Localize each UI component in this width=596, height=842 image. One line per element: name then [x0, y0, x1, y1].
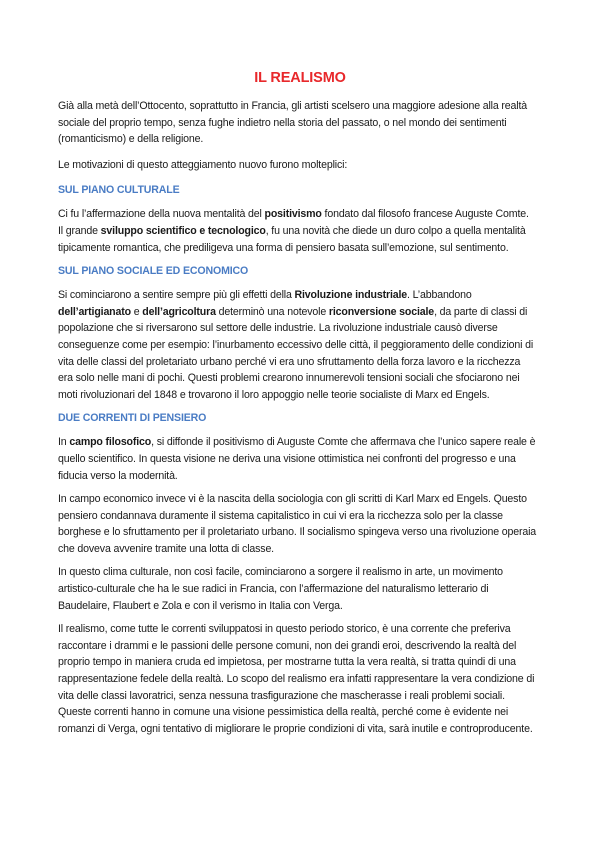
section-cultural [58, 182, 536, 256]
section-paragraph [58, 434, 536, 484]
text-run: In campo economico invece vi è la nascita della sociologia con gli scritti di Karl Marx ed Engels. Questo pensiero condannava duramente il sistema capitalistico in cui vi era la ricchezza solo per la classe borghese e lo sfruttamento per il proletariato urbano. Il socialismo spingeva verso una rivoluzione operaia che doveva avvenire tramite una lotta di classe. [58, 493, 537, 555]
section-two-currents [58, 410, 536, 737]
section-social-economic [58, 263, 536, 403]
bold-term: dell’agricoltura [142, 305, 216, 318]
text-run: In questo clima culturale, non così facile, cominciarono a sorgere il realismo in arte, un movimento artistico-culturale che ha le sue radici in Francia, con l’affermazione del naturalismo letterario di Baudelaire, Flaubert e Zola e con il verismo in Italia con Verga. [58, 566, 503, 612]
text-run: . L’abbandono [407, 289, 472, 302]
bold-term: riconversione sociale [328, 305, 435, 318]
bold-term: sviluppo scientifico e tecnologico [100, 224, 266, 237]
text-run: , si diffonde il positivismo di Auguste Comte che affermava che l’unico sapere reale è quello scientifico. In questa visione ne deriva una visione ottimistica nei confronti del progresso e una fiducia verso la modernità. [58, 436, 536, 482]
text-run: determinò una notevole [215, 305, 329, 318]
text-run: In [58, 436, 70, 449]
section-paragraph [58, 206, 536, 256]
bold-term: positivismo [264, 208, 322, 221]
text-run: , da parte di classi di popolazione che si riversarono sul settore delle industrie. La rivoluzione industriale causò diverse conseguenze come per esempio: l’inurbamento eccessivo delle città, il peggioramento delle condizioni di vita delle classi del proletariato urbano perché vi era uno sfruttamento della forza lavoro e la ricchezza era solo nelle mani di pochi. Questi problemi crearono innumerevoli tensioni sociali che sfociarono nei moti rivoluzionari del 1848 e trovarono il loro appoggio nelle teorie socialiste di Marx ed Engels. [58, 305, 534, 401]
text-run: fondato dal filosofo francese Auguste Comte. Il grande [58, 208, 529, 237]
section-paragraph [58, 621, 536, 737]
intro-paragraph-1: Già alla metà dell’Ottocento, soprattutto in Francia, gli artisti scelsero una maggiore adesione alla realtà sociale del proprio tempo, senza fughe indietro nella storia del passato, o nel mondo dei sentimenti (romanticismo) e della religione. [58, 100, 528, 146]
text-run: Il realismo, come tutte le correnti sviluppatosi in questo periodo storico, è una corrente che preferiva raccontare i drammi e le passioni delle persone comuni, non dei grandi eroi, descrivendo la realtà del proprio tempo in maniera cruda ed impietosa, per mostrarne tutta la vera realtà, si tratta quindi di una rappresentazione fedele della realtà. Lo scopo del realismo era infatti rappresentare la vera condizione di vita delle classi lavoratrici, senza nessuna trasfigurazione che mascherasse i reali problemi sociali. Queste correnti hanno in comune una visione pessimistica della realtà, perché come è evidente nei romanzi di Verga, ogni tentativo di migliorare le proprie condizioni di vita, sarà inutile e controproducente. [58, 623, 535, 735]
page-title: IL REALISMO [254, 70, 346, 86]
text-run: Ci fu l’affermazione della nuova mentalità del [58, 208, 265, 221]
section-paragraph [58, 287, 536, 403]
bold-term: Rivoluzione industriale [294, 289, 408, 302]
section-paragraph [58, 564, 536, 614]
section-heading-social-economic: SUL PIANO SOCIALE ED ECONOMICO [58, 265, 249, 278]
intro-paragraph-2: Le motivazioni di questo atteggiamento nuovo furono molteplici: [58, 158, 348, 171]
section-heading-two-currents: DUE CORRENTI DI PENSIERO [58, 412, 207, 425]
bold-term: campo filosofico [69, 436, 152, 449]
section-heading-cultural: SUL PIANO CULTURALE [58, 184, 180, 197]
text-run: e [130, 305, 143, 318]
text-run: , fu una novità che diede un duro colpo a quella mentalità tipicamente romantica, che prediligeva una forma di pensiero basata sull’emozione, sul sentimento. [58, 224, 526, 254]
bold-term: dell’artigianato [58, 305, 131, 318]
text-run: Si cominciarono a sentire sempre più gli effetti della [58, 289, 295, 302]
section-paragraph [58, 491, 536, 557]
